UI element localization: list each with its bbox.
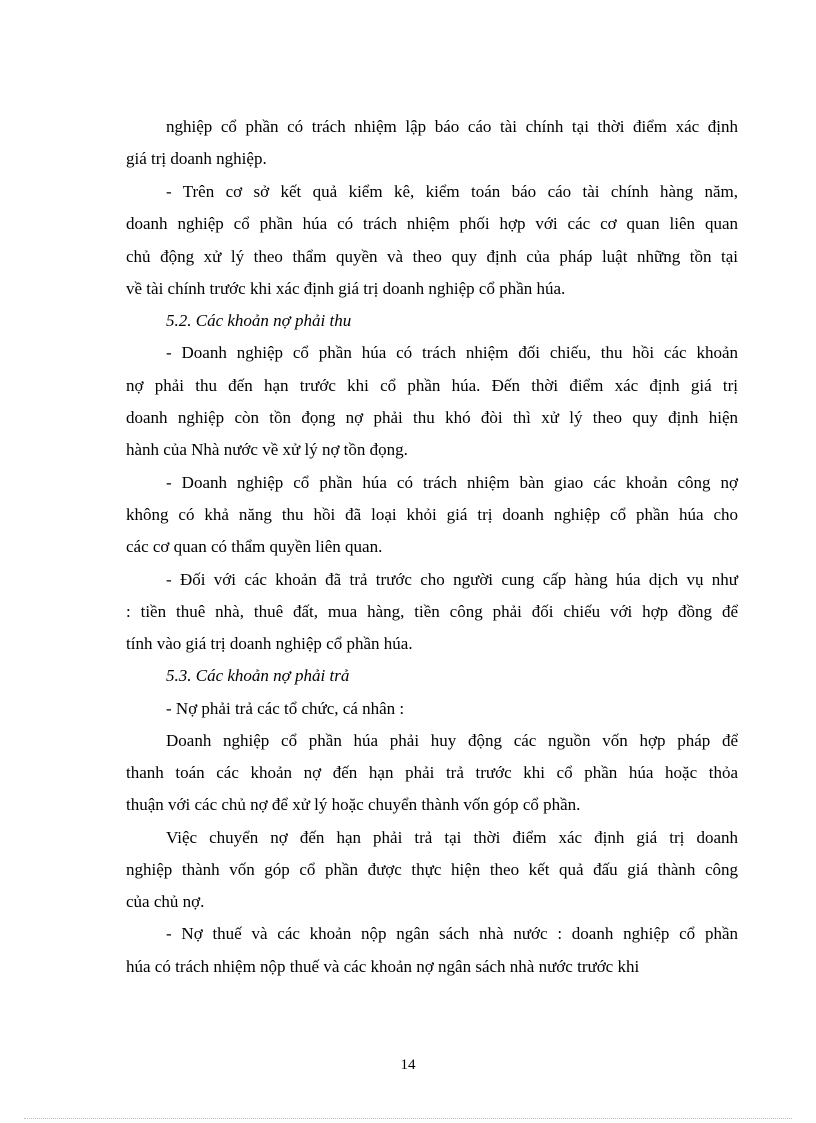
text-line: - Đối với các khoản đã trả trước cho người cung cấp hàng húa dịch vụ như	[166, 570, 738, 589]
text-line: - Doanh nghiệp cổ phần húa có trách nhiệm đối chiếu, thu hồi các khoản	[166, 343, 738, 362]
text-line: doanh nghiệp cổ phần húa có trách nhiệm phối hợp với các cơ quan liên quan	[126, 214, 738, 233]
text-line: húa có trách nhiệm nộp thuế và các khoản nợ ngân sách nhà nước trước khi	[126, 957, 640, 976]
text-line: giá trị doanh nghiệp.	[126, 149, 267, 168]
text-line: - Trên cơ sở kết quả kiểm kê, kiểm toán báo cáo tài chính hàng năm,	[166, 182, 738, 201]
text-line: tính vào giá trị doanh nghiệp cổ phần húa.	[126, 634, 413, 653]
text-line: hành của Nhà nước về xử lý nợ tồn đọng.	[126, 440, 408, 459]
text-line: về tài chính trước khi xác định giá trị doanh nghiệp cổ phần húa.	[126, 279, 566, 298]
section-heading: 5.2. Các khoản nợ phải thu	[166, 311, 352, 330]
text-line: Việc chuyển nợ đến hạn phải trả tại thời điểm xác định giá trị doanh	[166, 828, 738, 847]
text-line: - Nợ thuế và các khoản nộp ngân sách nhà nước : doanh nghiệp cổ phần	[166, 924, 738, 943]
page-number: 14	[400, 1057, 416, 1073]
text-line: thanh toán các khoản nợ đến hạn phải trả trước khi cổ phần húa hoặc thỏa	[126, 763, 738, 782]
page-bottom-divider	[24, 1118, 792, 1119]
text-line: Doanh nghiệp cổ phần húa phải huy động các nguồn vốn hợp pháp để	[166, 731, 738, 750]
text-line: doanh nghiệp còn tồn đọng nợ phải thu khó đòi thì xử lý theo quy định hiện	[126, 408, 738, 427]
text-line: chủ động xử lý theo thẩm quyền và theo quy định của pháp luật những tồn tại	[126, 247, 738, 266]
text-line: nghiệp thành vốn góp cổ phần được thực hiện theo kết quả đấu giá thành công	[126, 860, 738, 879]
text-line: của chủ nợ.	[126, 892, 205, 911]
text-line: thuận với các chủ nợ để xử lý hoặc chuyển thành vốn góp cổ phần.	[126, 795, 581, 814]
text-line: - Doanh nghiệp cổ phần húa có trách nhiệm bàn giao các khoản công nợ	[166, 473, 738, 492]
text-line: nghiệp cổ phần có trách nhiệm lập báo cáo tài chính tại thời điểm xác định	[166, 117, 738, 136]
text-line: - Nợ phải trả các tổ chức, cá nhân :	[166, 699, 405, 718]
text-line: nợ phải thu đến hạn trước khi cổ phần húa. Đến thời điểm xác định giá trị	[126, 376, 738, 395]
text-line: các cơ quan có thẩm quyền liên quan.	[126, 537, 383, 556]
text-line: : tiền thuê nhà, thuê đất, mua hàng, tiền công phải đối chiếu với hợp đồng để	[126, 602, 738, 621]
section-heading: 5.3. Các khoản nợ phải trả	[166, 666, 350, 685]
text-line: không có khả năng thu hồi đã loại khỏi giá trị doanh nghiệp cổ phần húa cho	[126, 505, 738, 524]
